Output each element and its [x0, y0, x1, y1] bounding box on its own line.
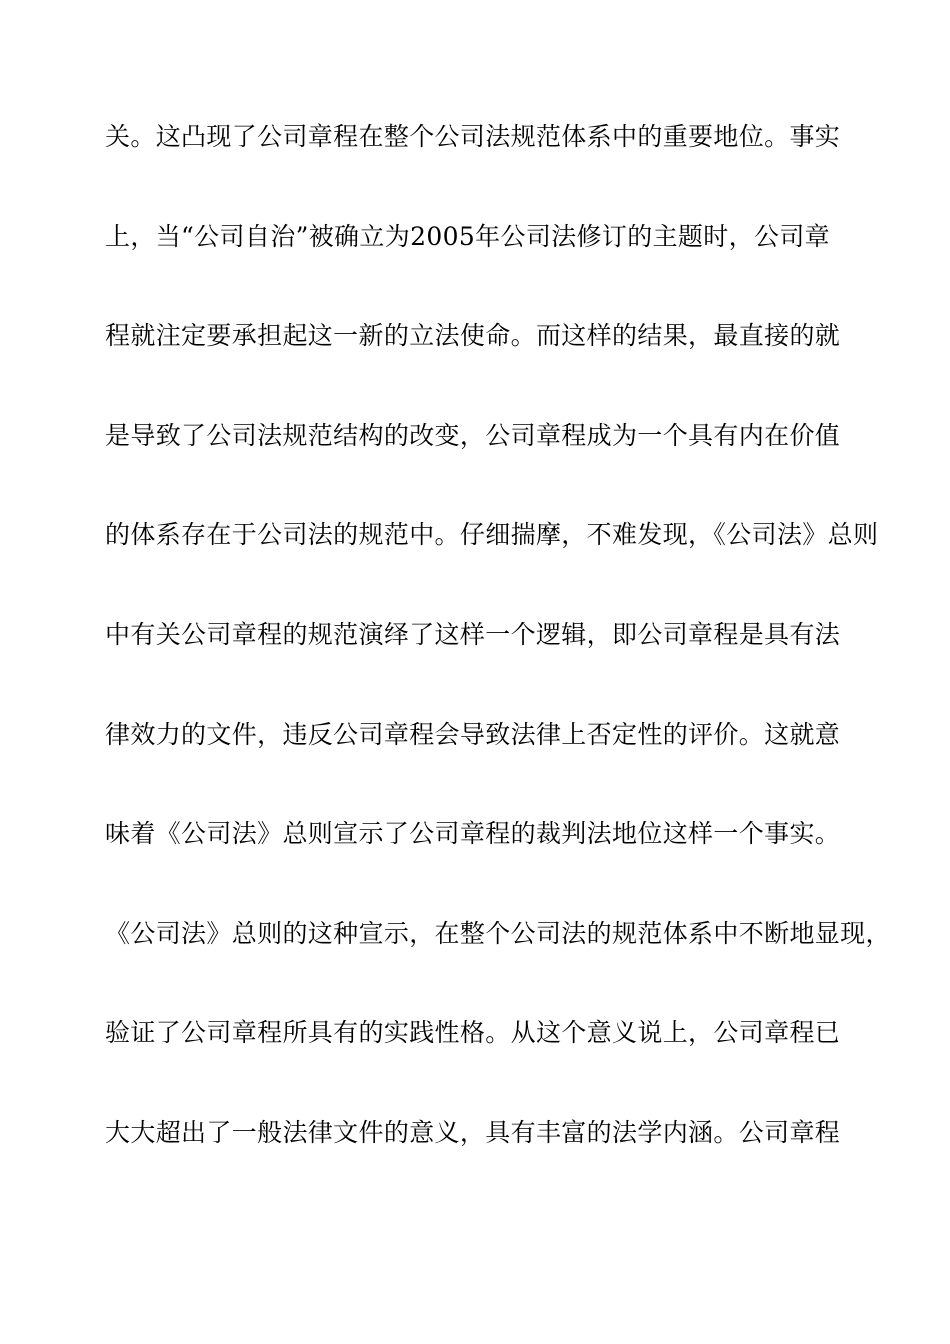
text-line-8: 味着《公司法》总则宣示了公司章程的裁判法地位这样一个事实。 [105, 819, 841, 849]
text-line-10: 验证了公司章程所具有的实践性格。从这个意义说上，公司章程已 [105, 1018, 841, 1048]
text-line-6: 中有关公司章程的规范演绎了这样一个逻辑，即公司章程是具有法 [105, 619, 841, 649]
text-line-2: 上，当“公司自治”被确立为2005年公司法修订的主题时，公司章 [105, 221, 831, 251]
text-line-1: 关。这凸现了公司章程在整个公司法规范体系中的重要地位。事实 [105, 122, 841, 151]
text-line-5: 的体系存在于公司法的规范中。仔细揣摩，不难发现，《公司法》总则 [105, 520, 879, 550]
text-line-11: 大大超出了一般法律文件的意义，具有丰富的法学内涵。公司章程 [105, 1117, 841, 1147]
body-text [105, 117, 891, 1213]
text-line-4: 是导致了公司法规范结构的改变，公司章程成为一个具有内在价值 [105, 420, 841, 450]
text-line-9: 《公司法》总则的这种宣示，在整个公司法的规范体系中不断地显现， [105, 918, 891, 948]
text-line-7: 律效力的文件，违反公司章程会导致法律上否定性的评价。这就意 [105, 719, 841, 749]
text-line-3: 程就注定要承担起这一新的立法使命。而这样的结果，最直接的就 [105, 321, 841, 351]
